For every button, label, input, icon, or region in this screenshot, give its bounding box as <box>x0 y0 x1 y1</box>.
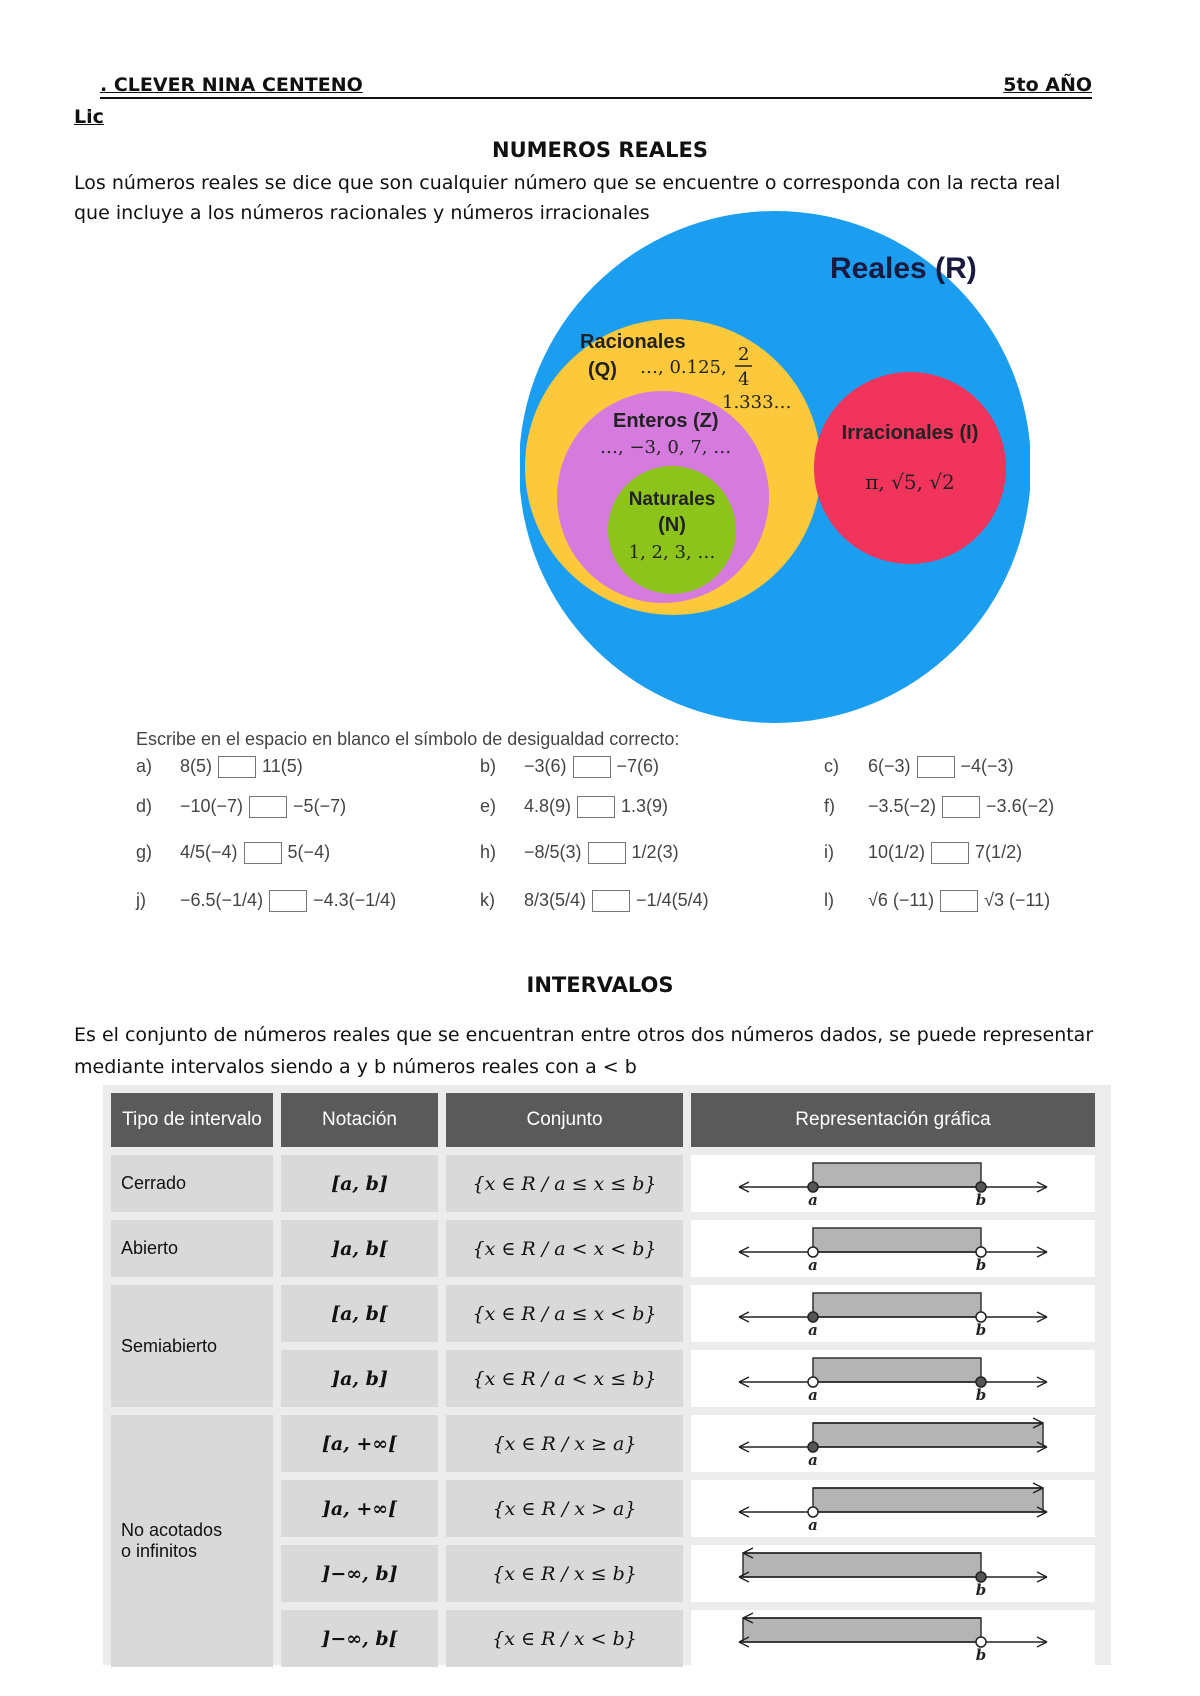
point-b-label: b <box>975 1386 987 1402</box>
number-line-graph <box>723 1610 1063 1662</box>
interval-shaded-region <box>813 1228 981 1252</box>
interval-type-cell: No acotados o infinitos <box>111 1415 273 1667</box>
irracionales-circle <box>814 372 1006 564</box>
naturales-label: Naturales <box>628 489 716 510</box>
notation-cell: [a, b[ <box>281 1285 438 1342</box>
exercise-right-expression: −1/4(5/4) <box>636 890 709 910</box>
graph-cell <box>691 1545 1095 1602</box>
exercise-item <box>480 890 709 912</box>
graph-cell <box>691 1610 1095 1667</box>
reales-label: Reales (R) <box>830 252 977 285</box>
interval-shaded-region <box>813 1293 981 1317</box>
inequality-answer-box[interactable] <box>917 756 955 778</box>
inequality-answer-box[interactable] <box>577 796 615 818</box>
notation-cell: ]−∞, b] <box>281 1545 438 1602</box>
number-line-graph <box>723 1480 1063 1532</box>
point-b-label: b <box>975 1646 987 1662</box>
inequality-answer-box[interactable] <box>249 796 287 818</box>
set-cell: {x ∈ R / a ≤ x < b} <box>446 1285 683 1342</box>
point-b-label: b <box>975 1256 987 1272</box>
interval-table-frame <box>103 1085 1111 1665</box>
exercise-left-expression: −10(−7) <box>180 796 244 816</box>
exercise-left-expression: −8/5(3) <box>524 842 582 862</box>
table-row <box>111 1285 1095 1342</box>
set-cell: {x ∈ R / x < b} <box>446 1610 683 1667</box>
exercise-item <box>136 890 396 912</box>
exercise-left-expression: −3(6) <box>524 756 567 776</box>
header-representacion: Representación gráfica <box>691 1093 1095 1147</box>
section-title-reales: NUMEROS REALES <box>492 138 708 162</box>
exercise-left-expression: −6.5(−1/4) <box>180 890 264 910</box>
point-a-label: a <box>808 1256 818 1272</box>
exercise-item <box>136 796 346 818</box>
fraction-numerator: 2 <box>738 344 750 365</box>
intro-line-2: que incluye a los números racionales y números irracionales <box>74 202 650 224</box>
notation-cell: [a, b] <box>281 1155 438 1212</box>
exercise-item <box>824 796 1054 818</box>
fraction-denominator: 4 <box>738 369 750 390</box>
exercise-right-expression: −4.3(−1/4) <box>313 890 397 910</box>
lic-label: Lic <box>74 106 104 128</box>
exercise-item-id: c) <box>824 756 839 776</box>
exercise-right-expression: 5(−4) <box>287 842 331 862</box>
point-a-label: a <box>808 1516 818 1532</box>
number-line-graph <box>723 1415 1063 1467</box>
inequality-answer-box[interactable] <box>218 756 256 778</box>
exercise-right-expression: −3.6(−2) <box>986 796 1055 816</box>
graph-cell <box>691 1350 1095 1407</box>
exercise-right-expression: −4(−3) <box>960 756 1014 776</box>
header-rule <box>100 97 1092 99</box>
inequality-answer-box[interactable] <box>588 842 626 864</box>
exercise-item-id: a) <box>136 756 153 776</box>
exercise-right-expression: √3 (−11) <box>984 890 1051 910</box>
exercise-item-id: g) <box>136 842 153 862</box>
enteros-examples: …, −3, 0, 7, … <box>600 437 732 458</box>
exercise-item-id: i) <box>824 842 834 862</box>
inequality-answer-box[interactable] <box>940 890 978 912</box>
exercise-left-expression: √6 (−11) <box>868 890 935 910</box>
intervals-line-1: Es el conjunto de números reales que se encuentran entre otros dos números dados, se puede representar <box>74 1024 1094 1046</box>
exercise-item-id: d) <box>136 796 153 816</box>
graph-cell <box>691 1480 1095 1537</box>
exercise-item <box>824 890 1050 912</box>
real-numbers-venn-diagram <box>520 205 1030 725</box>
exercise-item-id: b) <box>480 756 497 776</box>
graph-cell <box>691 1220 1095 1277</box>
naturales-symbol: (N) <box>658 514 686 536</box>
exercise-left-expression: 6(−3) <box>868 756 911 776</box>
enteros-label: Enteros (Z) <box>613 410 719 432</box>
notation-cell: ]a, +∞[ <box>281 1480 438 1537</box>
interval-type-cell: Cerrado <box>111 1155 273 1212</box>
irracionales-examples: π, √5, √2 <box>865 470 955 494</box>
point-b-label: b <box>975 1191 987 1207</box>
set-cell: {x ∈ R / x > a} <box>446 1480 683 1537</box>
section-title-intervalos: INTERVALOS <box>526 973 674 997</box>
graph-cell <box>691 1285 1095 1342</box>
exercise-right-expression: 1.3(9) <box>621 796 669 816</box>
exercise-left-expression: 8/3(5/4) <box>524 890 587 910</box>
exercise-left-expression: 4.8(9) <box>524 796 572 816</box>
exercise-left-expression: 10(1/2) <box>868 842 926 862</box>
point-a-label: a <box>808 1191 818 1207</box>
exercise-right-expression: −5(−7) <box>293 796 347 816</box>
exercise-item <box>480 756 659 778</box>
point-a-label: a <box>808 1451 818 1467</box>
exercise-item <box>480 796 668 818</box>
number-line-graph <box>723 1155 1063 1207</box>
table-row <box>111 1220 1095 1277</box>
notation-cell: ]a, b] <box>281 1350 438 1407</box>
intervals-line-2: mediante intervalos siendo a y b números reales con a < b <box>74 1056 637 1078</box>
notation-cell: ]a, b[ <box>281 1220 438 1277</box>
number-line-graph <box>723 1545 1063 1597</box>
point-a-label: a <box>808 1386 818 1402</box>
graph-cell <box>691 1155 1095 1212</box>
interval-shaded-region <box>743 1618 981 1642</box>
point-b-label: b <box>975 1581 987 1597</box>
exercise-instruction: Escribe en el espacio en blanco el símbolo de desigualdad correcto: <box>136 729 680 749</box>
number-line-graph <box>723 1350 1063 1402</box>
exercise-left-expression: 4/5(−4) <box>180 842 238 862</box>
notation-cell: ]−∞, b[ <box>281 1610 438 1667</box>
interval-shaded-region <box>813 1163 981 1187</box>
interval-shaded-region <box>813 1358 981 1382</box>
table-row <box>111 1415 1095 1472</box>
inequality-answer-box[interactable] <box>573 756 611 778</box>
exercise-item <box>136 756 303 778</box>
number-line-graph <box>723 1285 1063 1337</box>
inequality-answer-box[interactable] <box>942 796 980 818</box>
set-cell: {x ∈ R / a < x ≤ b} <box>446 1350 683 1407</box>
point-a-label: a <box>808 1321 818 1337</box>
number-line-graph <box>723 1220 1063 1272</box>
interval-shaded-region <box>743 1553 981 1577</box>
exercise-item <box>480 842 679 864</box>
header-conjunto: Conjunto <box>446 1093 683 1147</box>
racionales-examples-2: 1.333… <box>722 392 792 413</box>
author-name: . CLEVER NINA CENTENO <box>100 74 363 96</box>
set-cell: {x ∈ R / x ≥ a} <box>446 1415 683 1472</box>
exercise-right-expression: 11(5) <box>262 756 303 776</box>
exercise-right-expression: 1/2(3) <box>631 842 679 862</box>
exercise-right-expression: 7(1/2) <box>975 842 1023 862</box>
exercise-item-id: k) <box>480 890 495 910</box>
table-row <box>111 1155 1095 1212</box>
irracionales-label: Irracionales (I) <box>841 422 979 444</box>
interval-table <box>103 1085 1103 1675</box>
inequality-answer-box[interactable] <box>244 842 282 864</box>
exercise-left-expression: 8(5) <box>180 756 213 776</box>
exercise-item-id: f) <box>824 796 835 816</box>
graph-cell <box>691 1415 1095 1472</box>
naturales-examples: 1, 2, 3, … <box>628 542 716 563</box>
interval-shaded-region <box>813 1423 1043 1447</box>
interval-type-cell: Semiabierto <box>111 1285 273 1407</box>
exercise-item <box>136 842 330 864</box>
point-b-label: b <box>975 1321 987 1337</box>
exercise-left-expression: −3.5(−2) <box>868 796 937 816</box>
set-cell: {x ∈ R / a ≤ x ≤ b} <box>446 1155 683 1212</box>
racionales-symbol: (Q) <box>588 359 617 381</box>
exercise-item <box>824 756 1014 778</box>
intro-line-1: Los números reales se dice que son cualquier número que se encuentre o corresponda con la recta real <box>74 172 1061 194</box>
notation-cell: [a, +∞[ <box>281 1415 438 1472</box>
header-tipo: Tipo de intervalo <box>111 1093 273 1147</box>
interval-shaded-region <box>813 1488 1043 1512</box>
inequality-answer-box[interactable] <box>269 890 307 912</box>
inequality-answer-box[interactable] <box>931 842 969 864</box>
set-cell: {x ∈ R / x ≤ b} <box>446 1545 683 1602</box>
exercise-item-id: l) <box>824 890 834 910</box>
exercise-item-id: e) <box>480 796 497 816</box>
interval-type-cell: Abierto <box>111 1220 273 1277</box>
set-cell: {x ∈ R / a < x < b} <box>446 1220 683 1277</box>
grade-label: 5to AÑO <box>1003 74 1092 96</box>
header-notacion: Notación <box>281 1093 438 1147</box>
exercise-item <box>824 842 1022 864</box>
exercise-item-id: h) <box>480 842 497 862</box>
racionales-examples: …, 0.125, <box>640 357 727 378</box>
exercise-item-id: j) <box>136 890 146 910</box>
exercise-right-expression: −7(6) <box>616 756 660 776</box>
racionales-label: Racionales <box>580 331 686 353</box>
inequality-answer-box[interactable] <box>592 890 630 912</box>
